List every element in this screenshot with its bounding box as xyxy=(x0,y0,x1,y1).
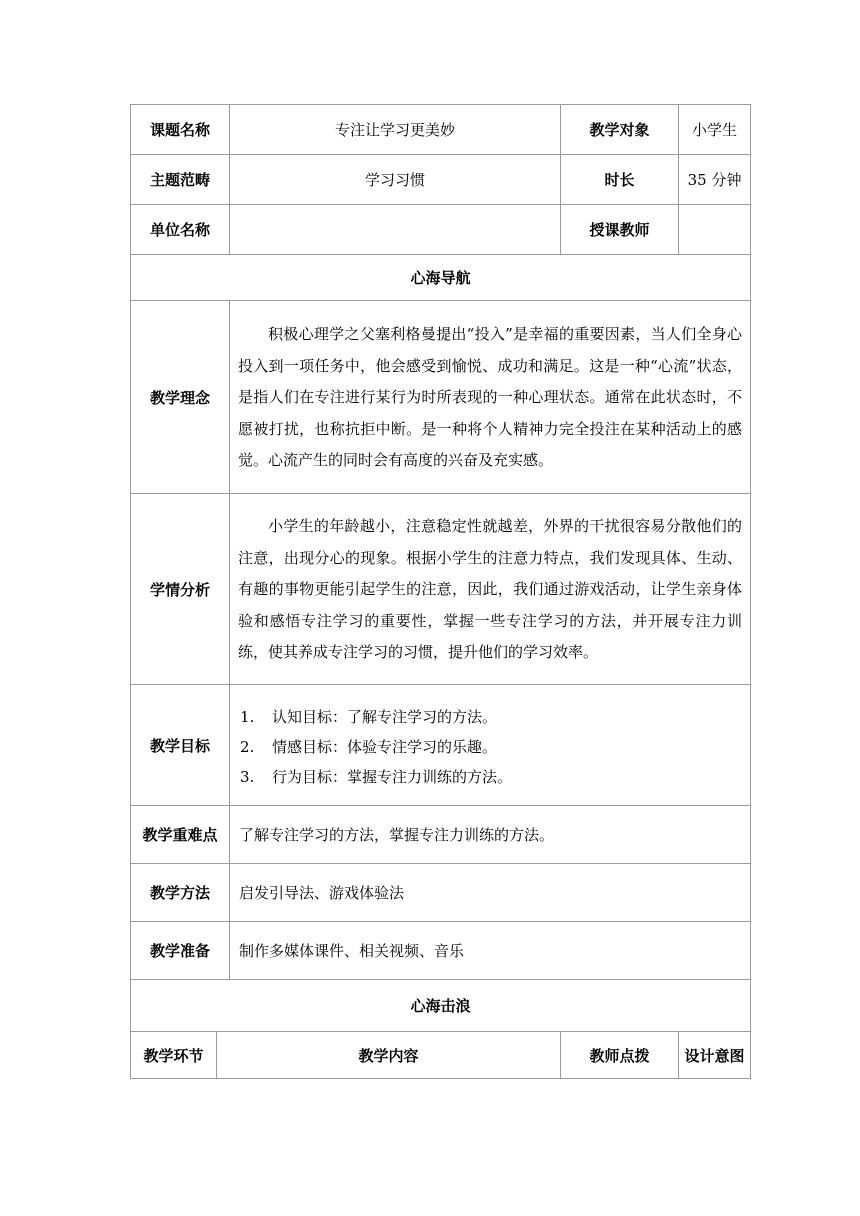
philosophy-row xyxy=(131,301,751,494)
goals-label: 教学目标 xyxy=(131,685,230,806)
key-points-text: 了解专注学习的方法，掌握专注力训练的方法。 xyxy=(230,806,751,864)
section-title-waves: 心海击浪 xyxy=(131,980,751,1032)
key-points-row xyxy=(131,806,751,864)
theme-row xyxy=(131,155,751,205)
goal-text: 行为目标：掌握专注力训练的方法。 xyxy=(272,768,513,786)
unit-row xyxy=(131,205,751,255)
goal-item xyxy=(240,762,742,792)
goal-number: 3. xyxy=(240,768,255,786)
analysis-row xyxy=(131,494,751,685)
goal-item xyxy=(240,732,742,762)
duration-value: 35 分钟 xyxy=(679,155,751,205)
analysis-label: 学情分析 xyxy=(131,494,230,685)
methods-label: 教学方法 xyxy=(131,864,230,922)
philosophy-text: 积极心理学之父塞利格曼提出“投入”是幸福的重要因素，当人们全身心投入到一项任务中，他会感受到愉悦、成功和满足。这是一种“心流”状态，是指人们在专注进行某行为时所表现的一种心理状态。通常在此状态时，不愿被打扰，也称抗拒中断。是一种将个人精神力完全投注在某种活动上的感觉。心流产生的同时会有高度的兴奋及充实感。 xyxy=(230,301,751,494)
section-title-navigation: 心海导航 xyxy=(131,255,751,301)
goal-number: 2. xyxy=(240,738,255,756)
header-content: 教学内容 xyxy=(217,1032,561,1079)
key-points-label: 教学重难点 xyxy=(131,806,230,864)
preparation-row xyxy=(131,922,751,980)
teacher-label: 授课教师 xyxy=(561,205,679,255)
section-waves-row xyxy=(131,980,751,1032)
unit-label: 单位名称 xyxy=(131,205,230,255)
preparation-text: 制作多媒体课件、相关视频、音乐 xyxy=(230,922,751,980)
header-intent: 设计意图 xyxy=(679,1032,751,1079)
header-stage: 教学环节 xyxy=(131,1032,217,1079)
methods-text: 启发引导法、游戏体验法 xyxy=(230,864,751,922)
goal-number: 1. xyxy=(240,708,255,726)
philosophy-label: 教学理念 xyxy=(131,301,230,494)
preparation-label: 教学准备 xyxy=(131,922,230,980)
goal-item xyxy=(240,702,742,732)
process-header-row xyxy=(131,1032,751,1079)
course-name-value: 专注让学习更美妙 xyxy=(230,105,561,155)
duration-label: 时长 xyxy=(561,155,679,205)
lesson-plan-table xyxy=(130,104,751,1079)
goals-list xyxy=(230,685,751,806)
audience-label: 教学对象 xyxy=(561,105,679,155)
teacher-value xyxy=(679,205,751,255)
theme-label: 主题范畴 xyxy=(131,155,230,205)
course-name-row xyxy=(131,105,751,155)
methods-row xyxy=(131,864,751,922)
goal-text: 认知目标：了解专注学习的方法。 xyxy=(272,708,498,726)
unit-value xyxy=(230,205,561,255)
header-guidance: 教师点拨 xyxy=(561,1032,679,1079)
course-name-label: 课题名称 xyxy=(131,105,230,155)
goal-text: 情感目标：体验专注学习的乐趣。 xyxy=(272,738,498,756)
analysis-text: 小学生的年龄越小，注意稳定性就越差，外界的干扰很容易分散他们的注意，出现分心的现象。根据小学生的注意力特点，我们发现具体、生动、有趣的事物更能引起学生的注意，因此，我们通过游戏活动，让学生亲身体验和感悟专注学习的重要性，掌握一些专注学习的方法，并开展专注力训练，使其养成专注学习的习惯，提升他们的学习效率。 xyxy=(230,494,751,685)
audience-value: 小学生 xyxy=(679,105,751,155)
section-navigation-row xyxy=(131,255,751,301)
goals-row xyxy=(131,685,751,806)
theme-value: 学习习惯 xyxy=(230,155,561,205)
